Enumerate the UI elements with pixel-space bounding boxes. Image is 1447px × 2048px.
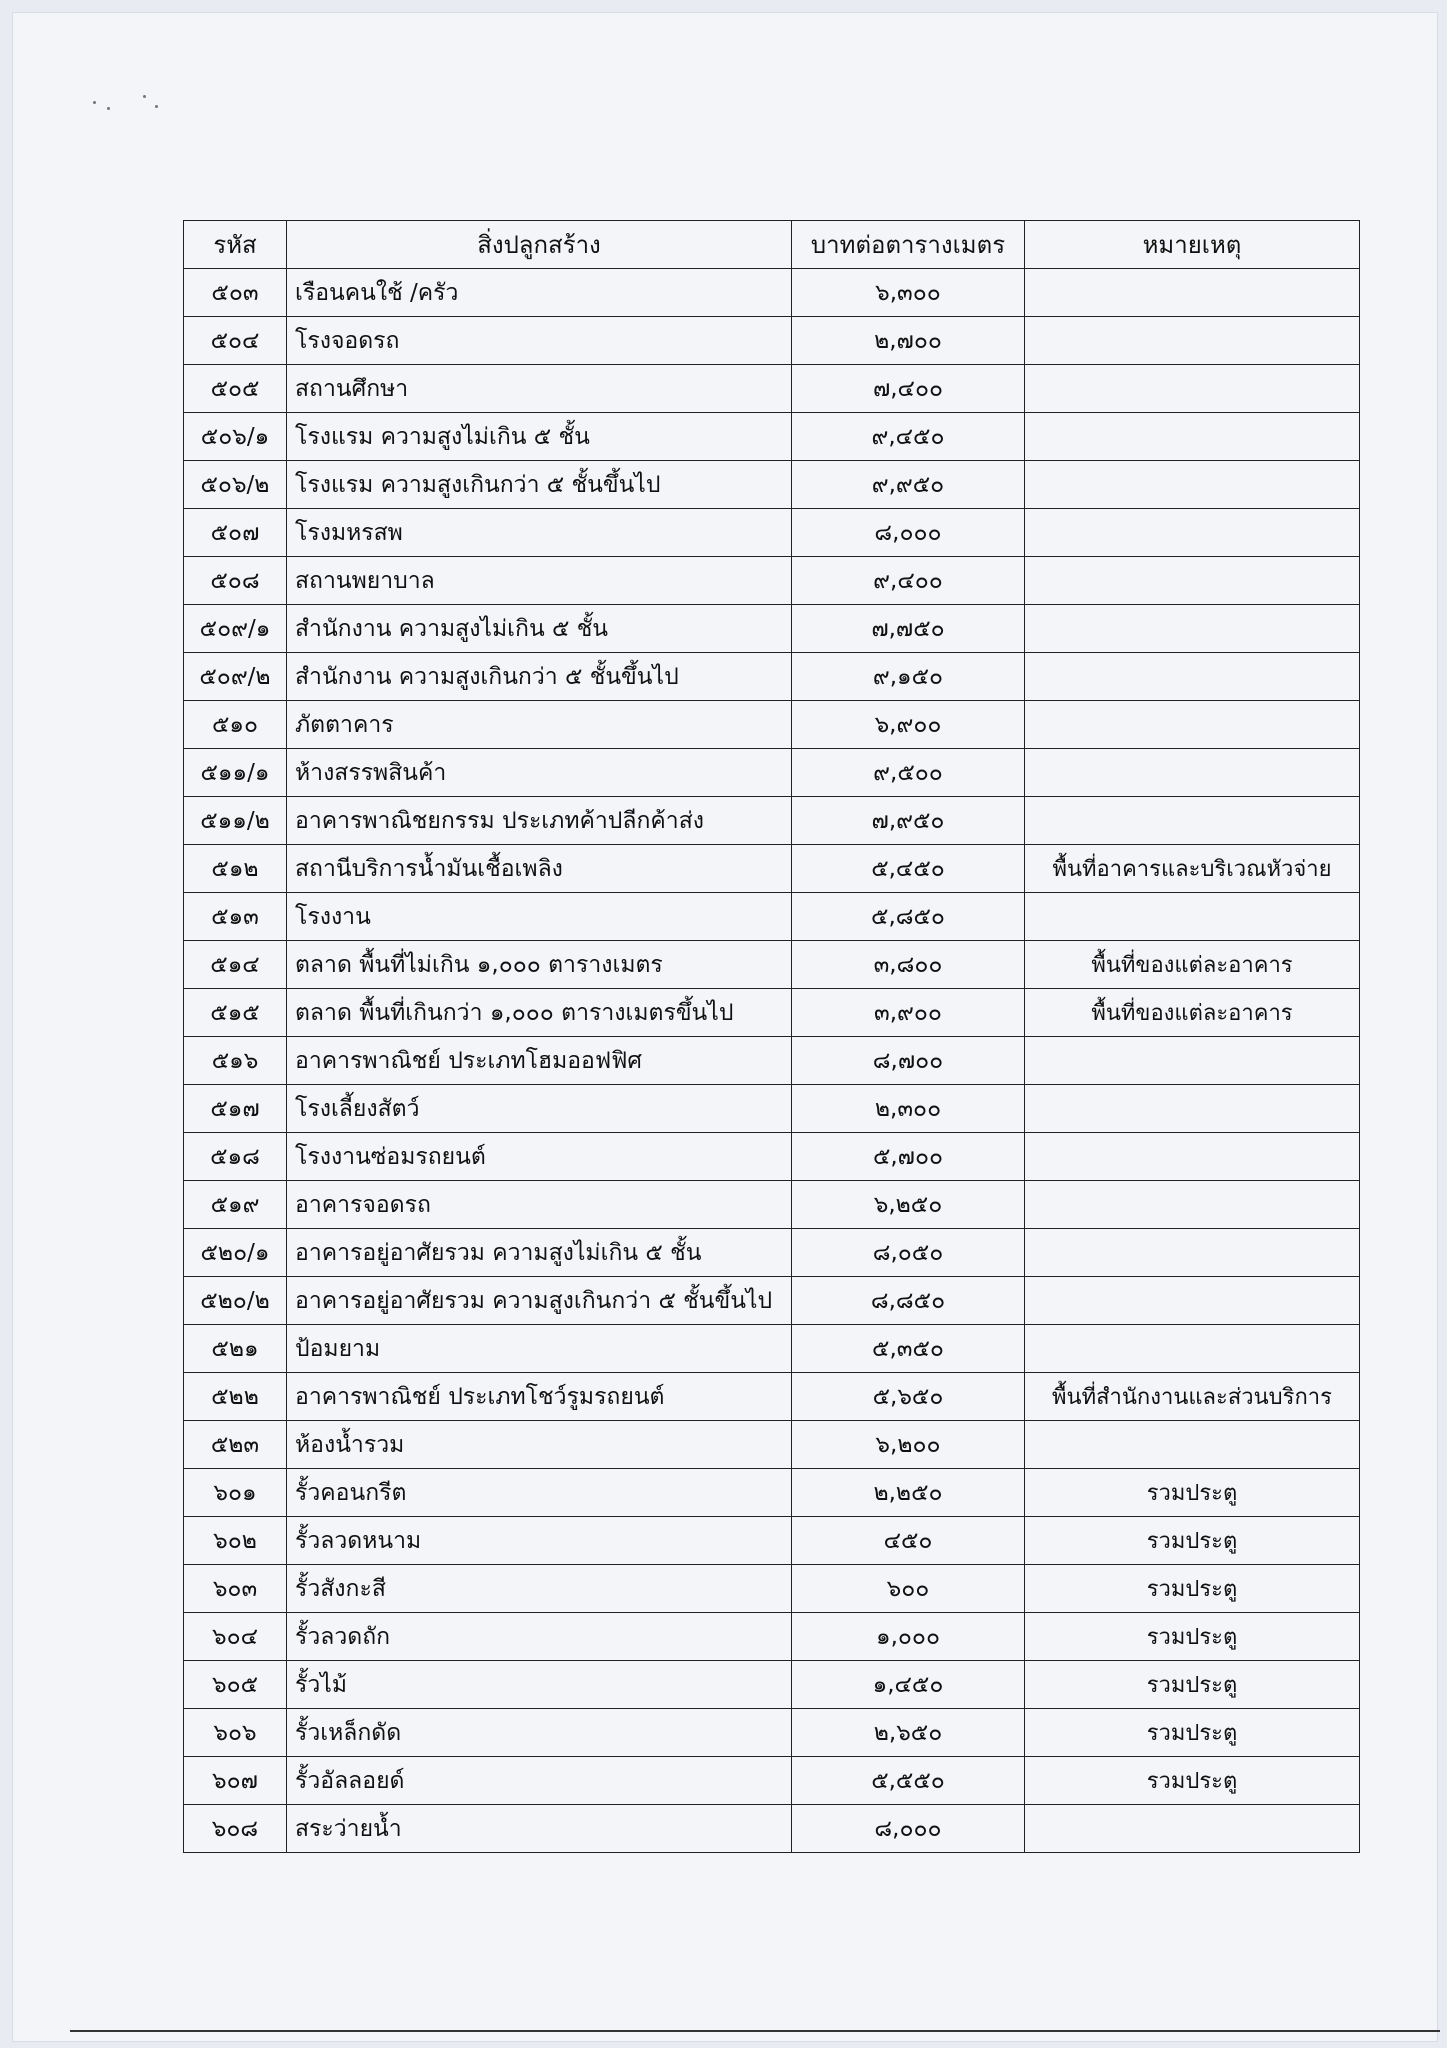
row-price: ๖,๙๐๐: [792, 701, 1025, 749]
row-item: ห้องน้ำรวม: [287, 1421, 792, 1469]
row-note: [1025, 893, 1360, 941]
row-note: รวมประตู: [1025, 1517, 1360, 1565]
row-price: ๙,๔๕๐: [792, 413, 1025, 461]
row-code: ๕๑๕: [184, 989, 287, 1037]
table-row: [184, 941, 1360, 989]
table-row: [184, 413, 1360, 461]
row-note: รวมประตู: [1025, 1565, 1360, 1613]
row-code: ๖๐๓: [184, 1565, 287, 1613]
row-price: ๖๐๐: [792, 1565, 1025, 1613]
table-row: [184, 1565, 1360, 1613]
row-price: ๖,๒๕๐: [792, 1181, 1025, 1229]
row-note: [1025, 1805, 1360, 1853]
table-row: [184, 1613, 1360, 1661]
row-item: อาคารพาณิชยกรรม ประเภทค้าปลีกค้าส่ง: [287, 797, 792, 845]
row-item: โรงแรม ความสูงเกินกว่า ๕ ชั้นขึ้นไป: [287, 461, 792, 509]
row-code: ๕๐๘: [184, 557, 287, 605]
row-price: ๖,๓๐๐: [792, 269, 1025, 317]
row-code: ๖๐๗: [184, 1757, 287, 1805]
row-note: [1025, 1037, 1360, 1085]
row-code: ๕๒๒: [184, 1373, 287, 1421]
row-note: [1025, 1229, 1360, 1277]
row-price: ๕,๓๕๐: [792, 1325, 1025, 1373]
row-price: ๔๕๐: [792, 1517, 1025, 1565]
row-note: รวมประตู: [1025, 1709, 1360, 1757]
row-note: [1025, 605, 1360, 653]
table-row: [184, 893, 1360, 941]
row-price: ๙,๑๕๐: [792, 653, 1025, 701]
row-code: ๕๑๐: [184, 701, 287, 749]
row-item: สถานศึกษา: [287, 365, 792, 413]
row-code: ๕๑๔: [184, 941, 287, 989]
row-item: สถานพยาบาล: [287, 557, 792, 605]
row-note: รวมประตู: [1025, 1613, 1360, 1661]
table-row: [184, 1133, 1360, 1181]
row-item: ภัตตาคาร: [287, 701, 792, 749]
row-item: สำนักงาน ความสูงไม่เกิน ๕ ชั้น: [287, 605, 792, 653]
row-item: โรงเลี้ยงสัตว์: [287, 1085, 792, 1133]
table-row: [184, 653, 1360, 701]
row-item: อาคารอยู่อาศัยรวม ความสูงเกินกว่า ๕ ชั้นขึ้นไป: [287, 1277, 792, 1325]
row-price: ๗,๔๐๐: [792, 365, 1025, 413]
row-code: ๕๐๔: [184, 317, 287, 365]
table-row: [184, 1229, 1360, 1277]
row-code: ๕๐๕: [184, 365, 287, 413]
row-item: รั้วเหล็กดัด: [287, 1709, 792, 1757]
row-price: ๒,๓๐๐: [792, 1085, 1025, 1133]
table-row: [184, 1277, 1360, 1325]
row-price: ๒,๗๐๐: [792, 317, 1025, 365]
header-note: หมายเหตุ: [1025, 221, 1360, 269]
row-price: ๙,๕๐๐: [792, 749, 1025, 797]
row-item: ห้างสรรพสินค้า: [287, 749, 792, 797]
row-note: พื้นที่ของแต่ละอาคาร: [1025, 941, 1360, 989]
row-price: ๙,๔๐๐: [792, 557, 1025, 605]
table-row: [184, 317, 1360, 365]
table-row: [184, 749, 1360, 797]
row-price: ๕,๗๐๐: [792, 1133, 1025, 1181]
table-row: [184, 557, 1360, 605]
row-note: [1025, 1085, 1360, 1133]
table-header-row: [184, 221, 1360, 269]
row-note: [1025, 461, 1360, 509]
table-row: [184, 1661, 1360, 1709]
row-item: สถานีบริการน้ำมันเชื้อเพลิง: [287, 845, 792, 893]
row-note: [1025, 365, 1360, 413]
table-row: [184, 1085, 1360, 1133]
row-code: ๖๐๖: [184, 1709, 287, 1757]
row-price: ๘,๘๕๐: [792, 1277, 1025, 1325]
table-row: [184, 1517, 1360, 1565]
row-price: ๕,๖๕๐: [792, 1373, 1025, 1421]
header-item: สิ่งปลูกสร้าง: [287, 221, 792, 269]
row-note: [1025, 1277, 1360, 1325]
row-note: พื้นที่อาคารและบริเวณหัวจ่าย: [1025, 845, 1360, 893]
row-note: รวมประตู: [1025, 1469, 1360, 1517]
header-price: บาทต่อตารางเมตร: [792, 221, 1025, 269]
table-row: [184, 701, 1360, 749]
table-row: [184, 1421, 1360, 1469]
row-code: ๕๑๘: [184, 1133, 287, 1181]
row-price: ๑,๐๐๐: [792, 1613, 1025, 1661]
table-row: [184, 1325, 1360, 1373]
row-item: โรงจอดรถ: [287, 317, 792, 365]
row-code: ๕๐๓: [184, 269, 287, 317]
row-code: ๕๑๒: [184, 845, 287, 893]
row-code: ๕๐๙/๑: [184, 605, 287, 653]
row-code: ๕๒๓: [184, 1421, 287, 1469]
row-item: รั้วลวดหนาม: [287, 1517, 792, 1565]
row-price: ๑,๔๕๐: [792, 1661, 1025, 1709]
row-code: ๕๑๑/๑: [184, 749, 287, 797]
row-item: อาคารจอดรถ: [287, 1181, 792, 1229]
row-item: โรงแรม ความสูงไม่เกิน ๕ ชั้น: [287, 413, 792, 461]
row-price: ๓,๘๐๐: [792, 941, 1025, 989]
row-item: ป้อมยาม: [287, 1325, 792, 1373]
row-price: ๘,๐๐๐: [792, 1805, 1025, 1853]
row-code: ๕๑๙: [184, 1181, 287, 1229]
row-item: อาคารพาณิชย์ ประเภทโฮมออฟฟิศ: [287, 1037, 792, 1085]
row-price: ๓,๙๐๐: [792, 989, 1025, 1037]
row-code: ๕๒๑: [184, 1325, 287, 1373]
row-note: [1025, 653, 1360, 701]
row-note: [1025, 701, 1360, 749]
row-code: ๖๐๕: [184, 1661, 287, 1709]
table-body: [184, 269, 1360, 1853]
row-item: ตลาด พื้นที่เกินกว่า ๑,๐๐๐ ตารางเมตรขึ้นไป: [287, 989, 792, 1037]
row-price: ๘,๗๐๐: [792, 1037, 1025, 1085]
row-note: [1025, 1325, 1360, 1373]
row-item: อาคารพาณิชย์ ประเภทโชว์รูมรถยนต์: [287, 1373, 792, 1421]
row-price: ๗,๙๕๐: [792, 797, 1025, 845]
row-item: รั้วไม้: [287, 1661, 792, 1709]
row-code: ๕๐๖/๒: [184, 461, 287, 509]
row-note: [1025, 413, 1360, 461]
table-row: [184, 1181, 1360, 1229]
building-price-table: [183, 220, 1360, 1853]
row-price: ๒,๒๕๐: [792, 1469, 1025, 1517]
header-code: รหัส: [184, 221, 287, 269]
table-row: [184, 1373, 1360, 1421]
row-item: โรงงาน: [287, 893, 792, 941]
row-item: อาคารอยู่อาศัยรวม ความสูงไม่เกิน ๕ ชั้น: [287, 1229, 792, 1277]
row-code: ๕๐๗: [184, 509, 287, 557]
row-note: รวมประตู: [1025, 1757, 1360, 1805]
table-row: [184, 461, 1360, 509]
row-code: ๕๑๗: [184, 1085, 287, 1133]
row-item: โรงงานซ่อมรถยนต์: [287, 1133, 792, 1181]
row-code: ๕๐๙/๒: [184, 653, 287, 701]
row-item: รั้วสังกะสี: [287, 1565, 792, 1613]
row-price: ๙,๙๕๐: [792, 461, 1025, 509]
row-note: [1025, 509, 1360, 557]
row-price: ๕,๕๕๐: [792, 1757, 1025, 1805]
row-code: ๕๒๐/๑: [184, 1229, 287, 1277]
table-row: [184, 1037, 1360, 1085]
table-row: [184, 1757, 1360, 1805]
row-item: เรือนคนใช้ /ครัว: [287, 269, 792, 317]
table-row: [184, 1709, 1360, 1757]
row-note: [1025, 797, 1360, 845]
row-code: ๕๑๑/๒: [184, 797, 287, 845]
row-price: ๕,๘๕๐: [792, 893, 1025, 941]
row-price: ๗,๗๕๐: [792, 605, 1025, 653]
row-price: ๘,๐๕๐: [792, 1229, 1025, 1277]
table-row: [184, 365, 1360, 413]
row-item: รั้วคอนกรีต: [287, 1469, 792, 1517]
row-note: [1025, 749, 1360, 797]
row-code: ๖๐๔: [184, 1613, 287, 1661]
scan-specks: [93, 95, 193, 125]
row-item: ตลาด พื้นที่ไม่เกิน ๑,๐๐๐ ตารางเมตร: [287, 941, 792, 989]
row-code: ๕๐๖/๑: [184, 413, 287, 461]
row-note: พื้นที่ของแต่ละอาคาร: [1025, 989, 1360, 1037]
page-bottom-rule: [70, 2030, 1440, 2032]
table-row: [184, 797, 1360, 845]
table-row: [184, 269, 1360, 317]
row-note: [1025, 317, 1360, 365]
row-note: [1025, 269, 1360, 317]
row-item: โรงมหรสพ: [287, 509, 792, 557]
row-note: [1025, 557, 1360, 605]
row-code: ๕๑๓: [184, 893, 287, 941]
row-item: รั้วลวดถัก: [287, 1613, 792, 1661]
row-note: [1025, 1421, 1360, 1469]
table-row: [184, 1469, 1360, 1517]
table-row: [184, 509, 1360, 557]
table-row: [184, 845, 1360, 893]
table-row: [184, 989, 1360, 1037]
row-price: ๕,๔๕๐: [792, 845, 1025, 893]
row-item: สระว่ายน้ำ: [287, 1805, 792, 1853]
row-code: ๕๒๐/๒: [184, 1277, 287, 1325]
row-price: ๘,๐๐๐: [792, 509, 1025, 557]
table-row: [184, 1805, 1360, 1853]
row-code: ๖๐๘: [184, 1805, 287, 1853]
row-item: รั้วอัลลอยด์: [287, 1757, 792, 1805]
row-note: พื้นที่สำนักงานและส่วนบริการ: [1025, 1373, 1360, 1421]
row-price: ๖,๒๐๐: [792, 1421, 1025, 1469]
row-note: รวมประตู: [1025, 1661, 1360, 1709]
row-price: ๒,๖๕๐: [792, 1709, 1025, 1757]
row-code: ๖๐๑: [184, 1469, 287, 1517]
row-code: ๕๑๖: [184, 1037, 287, 1085]
row-item: สำนักงาน ความสูงเกินกว่า ๕ ชั้นขึ้นไป: [287, 653, 792, 701]
row-note: [1025, 1181, 1360, 1229]
row-code: ๖๐๒: [184, 1517, 287, 1565]
row-note: [1025, 1133, 1360, 1181]
table-row: [184, 605, 1360, 653]
